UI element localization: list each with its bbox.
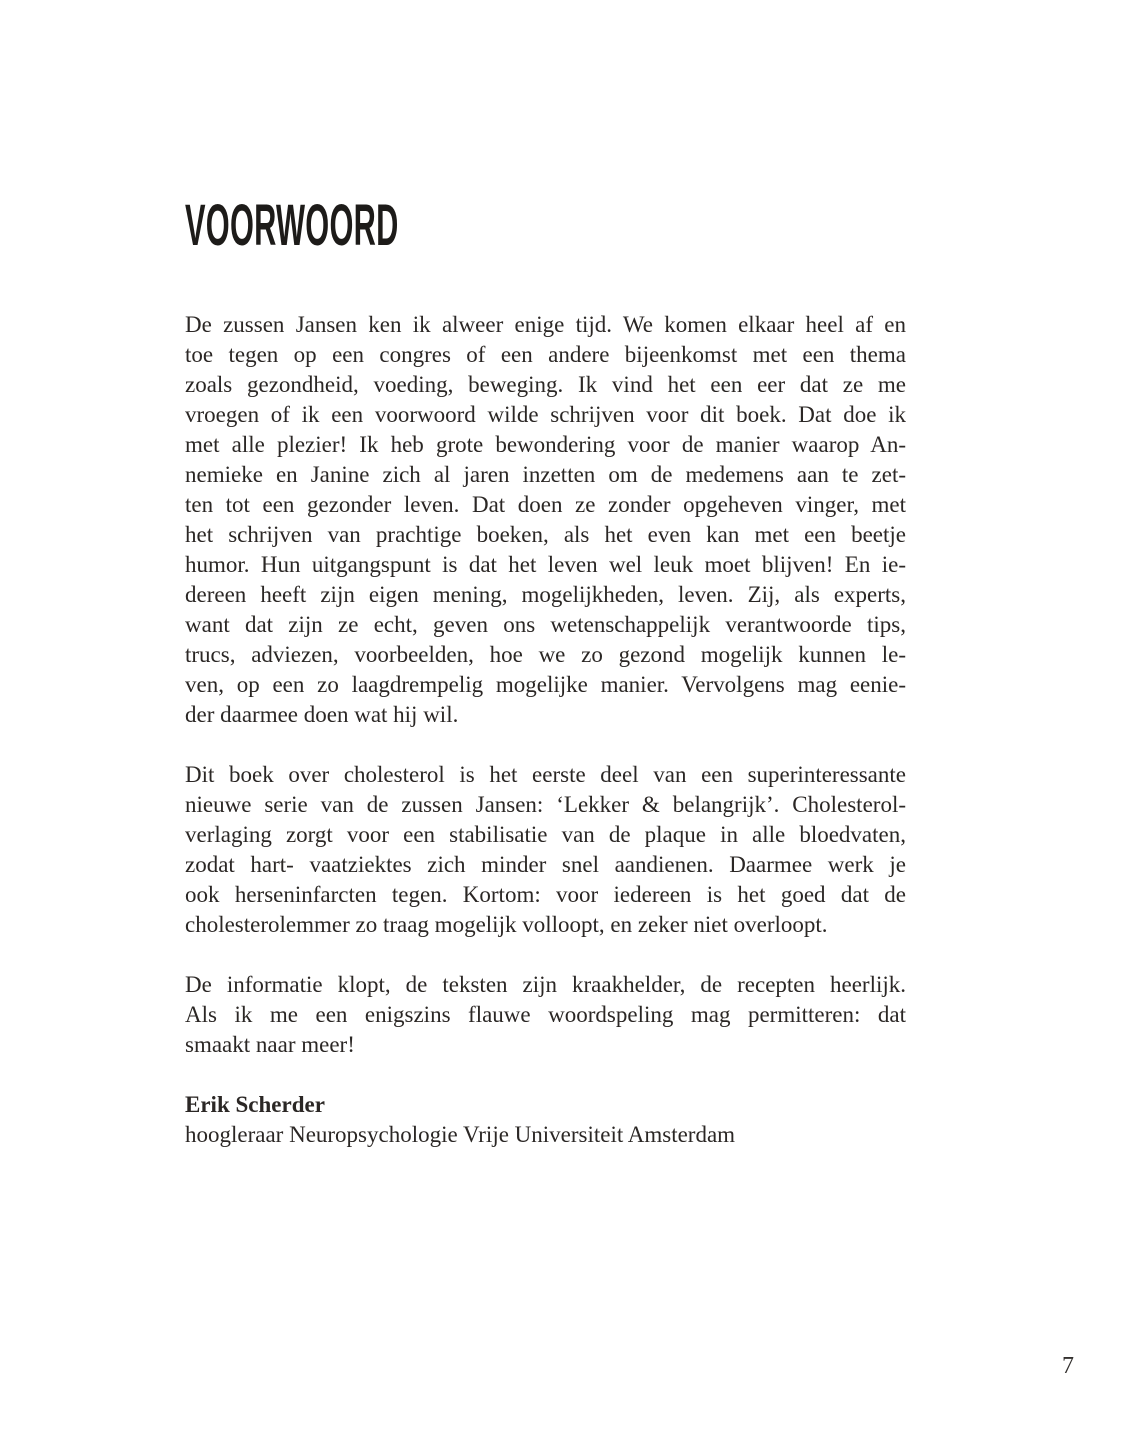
paragraph	[185, 970, 906, 1060]
text-line: dereen heeft zijn eigen mening, mogelijkheden, leven. Zij, als experts,	[185, 582, 906, 607]
page-title	[185, 193, 588, 263]
text-line: vroegen of ik een voorwoord wilde schrijven voor dit boek. Dat doe ik	[185, 402, 906, 427]
text-line: cholesterolemmer zo traag mogelijk volloopt, en zeker niet overloopt.	[185, 912, 828, 937]
text-line: Als ik me een enigszins flauwe woordspeling mag permitteren: dat	[185, 1002, 906, 1027]
text-line: ten tot een gezonder leven. Dat doen ze zonder opgeheven vinger, met	[185, 492, 906, 517]
text-line: met alle plezier! Ik heb grote bewondering voor de manier waarop An-	[185, 432, 906, 457]
text-line: verlaging zorgt voor een stabilisatie van de plaque in alle bloedvaten,	[185, 822, 906, 847]
page-title-text: VOORWOORD	[185, 193, 399, 258]
text-line: nieuwe serie van de zussen Jansen: ‘Lekker & belangrijk’. Cholesterol-	[185, 792, 906, 817]
paragraph	[185, 310, 906, 730]
text-line: humor. Hun uitgangspunt is dat het leven wel leuk moet blijven! En ie-	[185, 552, 906, 577]
text-line: der daarmee doen wat hij wil.	[185, 702, 459, 727]
text-line: smaakt naar meer!	[185, 1032, 355, 1057]
text-line: zodat hart- vaatziektes zich minder snel aandienen. Daarmee werk je	[185, 852, 906, 877]
text-line: trucs, adviezen, voorbeelden, hoe we zo gezond mogelijk kunnen le-	[185, 642, 906, 667]
text-line: Dit boek over cholesterol is het eerste deel van een superinteressante	[185, 762, 906, 787]
text-line: nemieke en Janine zich al jaren inzetten om de medemens aan te zet-	[185, 462, 906, 487]
paragraph	[185, 760, 906, 940]
body-text	[185, 310, 906, 1150]
signature-name: Erik Scherder	[185, 1092, 325, 1117]
text-line: want dat zijn ze echt, geven ons wetenschappelijk verantwoorde tips,	[185, 612, 906, 637]
text-line: toe tegen op een congres of een andere bijeenkomst met een thema	[185, 342, 906, 367]
text-line: De informatie klopt, de teksten zijn kraakhelder, de recepten heerlijk.	[185, 972, 906, 997]
text-line: ven, op een zo laagdrempelig mogelijke manier. Vervolgens mag eenie-	[185, 672, 906, 697]
page-number: 7	[1062, 1353, 1074, 1379]
text-line: De zussen Jansen ken ik alweer enige tijd. We komen elkaar heel af en	[185, 312, 906, 337]
signature-role: hoogleraar Neuropsychologie Vrije Universiteit Amsterdam	[185, 1122, 736, 1147]
text-line: ook herseninfarcten tegen. Kortom: voor iedereen is het goed dat de	[185, 882, 906, 907]
text-line: het schrijven van prachtige boeken, als het even kan met een beetje	[185, 522, 906, 547]
signature-block	[185, 1090, 906, 1150]
text-line: zoals gezondheid, voeding, beweging. Ik vind het een eer dat ze me	[185, 372, 906, 397]
